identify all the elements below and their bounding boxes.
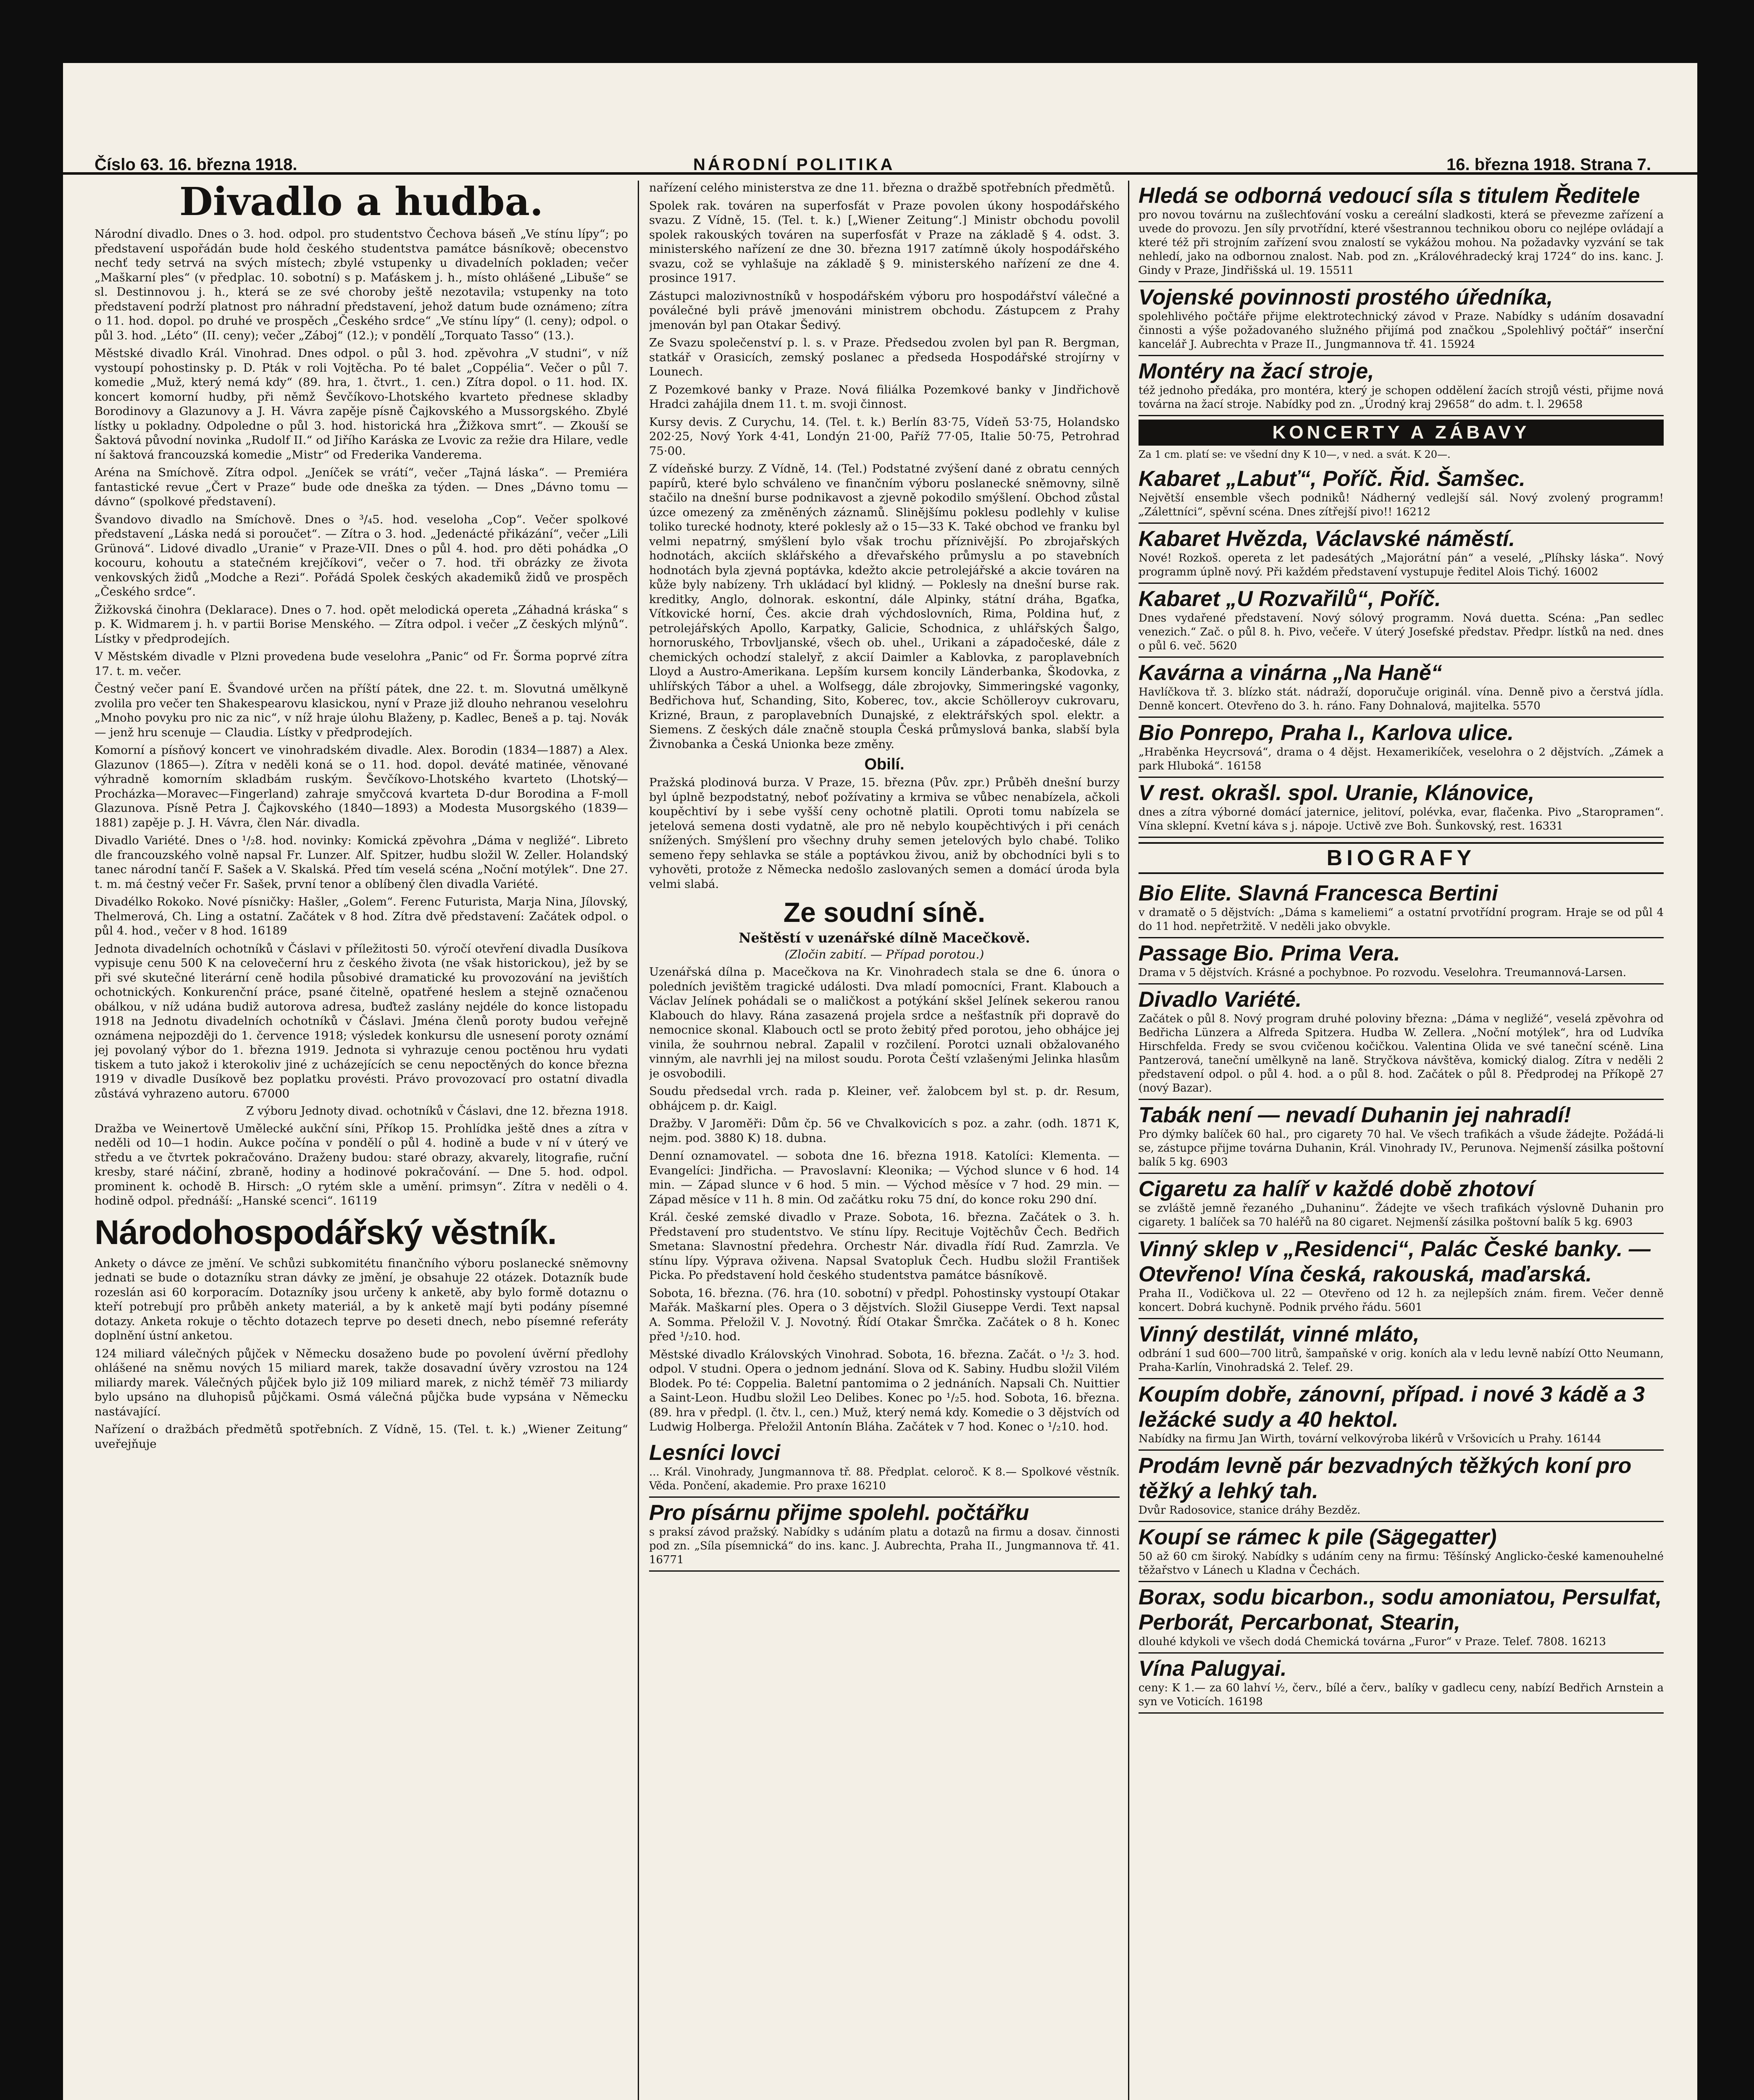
ad-headline: Bio Ponrepo, Praha I., Karlova ulice.	[1139, 720, 1514, 745]
article-paragraph: Jednota divadelních ochotníků v Čáslavi v příležitosti 50. výročí otevření divadla Dusíkova vypisuje cenu 500 K na celovečerní hru z českého života (ne však historickou), jež by se při své skutečné literární ceně hodila působivé dramatické ku provozování na jevištích ochotnických. Konkurenční práce, psané čitelně, opatřené heslem a stejně označenou obálkou, v níž udána budiž autorova adresa, buďtež zaslány nejdéle do konce listopadu 1918 na Jednotu divadelních ochotníků v Čáslavi. Jména členů poroty budou veřejně oznámena nejpozději do 1. července 1918; výsledek konkursu dle usnesení poroty oznámí jej povolaný výbor do 1. března 1919. Jednota si vyhrazuje cenou poctěnou hru vydati tiskem a tuto jakož i kterokoliv jiné z ucházejících se cenu nepoctěných do konce března 1919 v divadle Dusíkově bez poplatku provésti. Právo provozovací pro ostatní divadla zůstává vyhrazeno autoru. 67000	[95, 942, 628, 1100]
classified-ad	[649, 1498, 1120, 1572]
article-paragraph: Aréna na Smíchově. Zítra odpol. „Jeníček se vrátí“, večer „Tajná láska“. — Premiéra fantastické revue „Čert v Praze“ bude ode dneška za týden. — Dnes „Dávno tomu — dávno“ (spolkové představení).	[95, 466, 628, 508]
classified-ad	[1139, 464, 1664, 524]
ad-headline: Hledá se odborná vedoucí síla s titulem Ředitele	[1139, 184, 1640, 208]
classified-ad	[1139, 718, 1664, 778]
article-paragraph: Denní oznamovatel. — sobota dne 16. března 1918. Katolíci: Klementa. — Evangelíci: Jindřicha. — Pravoslavní: Kleonika; — Východ slunce v 6 hod. 14 min. — Západ slunce v 6 hod. 5 min. — Východ měsíce v 7 hod. 29 min. — Západ měsíce v 11 h. 8 min. Od začátku roku 75 dní, do konce roku 290 dní.	[649, 1149, 1120, 1206]
classified-ad	[1139, 1451, 1664, 1522]
ad-headline: Vinný sklep v „Residenci“, Palác České banky. — Otevřeno! Vína česká, rakouská, maďarská.	[1139, 1236, 1651, 1286]
ad-text: Začátek o půl 8. Nový program druhé poloviny března: „Dáma v negližé“, veselá zpěvohra od Bedřicha Lünzera a Alfreda Spitzera. Hudba W. Zellera. „Noční motýlek“, hra od Ludvíka Hirschfelda. Fredy se svou cvičenou kočičkou. Valentina Olida ve své taneční scéně. Lina Pantzerová, taneční umělkyně na laně. Stryčkova návštěva, komický dialog. Zítra v neděli 2 představení odpol. o půl 4. hod. a o půl 8. hod. Začátek o půl 8. Předprodej na Příkopě 27 (nový Bazar).	[1139, 1012, 1664, 1095]
classified-ad	[1139, 584, 1664, 658]
article-paragraph: Spolek rak. továren na superfosfát v Praze povolen úkony hospodářského svazu. Z Vídně, 15. (Tel. t. k.) [„Wiener Zeitung“.] Ministr obchodu povolil spolek rakouských továren na superfosfát v Praze na základě § 4. odst. 3. ministerského nařízení ze dne 30. března 1917 zatímně úkoly hospodářského svazu, což se vyhlašuje na základě § 9. ministerského nařízení ze dne 4. prosince 1917.	[649, 199, 1120, 285]
article-paragraph: Král. české zemské divadlo v Praze. Sobota, 16. března. Začátek o 3. h. Představení pro studentstvo. Ve stínu lípy. Recituje Vojtěchův Čech. Bedřich Smetana: Slavnostní předehra. Orchestr Nár. divadla řídí Rud. Zamrzla. Ve stínu lípy. Výprava oživena. Napsal Svatopluk Čech. Hudbu složil František Picka. Po představení hold českého studentstva památce básníkově.	[649, 1210, 1120, 1282]
ad-headline: Koupí se rámec k pile (Sägegatter)	[1139, 1525, 1497, 1549]
article-paragraph: Švandovo divadlo na Smíchově. Dnes o ³/₄5. hod. veseloha „Cop“. Večer spolkové představení „Láska nedá si poroučet“. — Zítra o 3. hod. „Jedenácté přikázání“, večer „Lili Grünová“. Lidové divadlo „Uranie“ v Praze-VII. Dnes o půl 4. hod. pro děti pohádka „O kocouru, kohoutu a statečném krejčíkovi“, večer o 7. hod. tři obrázky ze života venkovských židů „Modche a Rezi“. Pořádá Spolek českých akademiků židů ve prospěch „Českého srdce“.	[95, 512, 628, 598]
ad-headline: Vinný destilát, vinné mláto,	[1139, 1322, 1420, 1347]
ad-text: se zvláště jemně řezaného „Duhaninu“. Žádejte ve všech trafikách výslovně Duhanin pro cigarety. 1 balíček sa 70 haléřů na 80 cigaret. Nejmenší zásilka poštovní balík 5 kg. 6903	[1139, 1202, 1664, 1228]
classified-ad	[1139, 658, 1664, 718]
article-paragraph: Z Pozemkové banky v Praze. Nová filiálka Pozemkové banky v Jindřichově Hradci zahájila dnem 11. t. m. svoji činnost.	[649, 383, 1120, 411]
article-paragraph: Národní divadlo. Dnes o 3. hod. odpol. pro studentstvo Čechova báseň „Ve stínu lípy“; po představení uspořádán bude hold českého studentstva památce básníkově; obecenstvo nechť tedy setrvá na svých místech; zbylé vstupenky u divadelních pokladen; večer „Maškarní ples“ (v předplac. 10. sobotní) s p. Maťáskem j. h., místo ohlášené „Libuše“ se sl. Destinnovou j. h., která se ze své choroby ještě nezotavila; vstupenky na toto představení podrží platnost pro náhradní představení, jehož datum bude oznámeno; zítra o 11. hod. dopol. po druhé ve prospěch „Českého srdce“ „Ve stínu lípy“ (l. ceny); odpol. o půl 3. hod. „Léto“ (II. ceny); večer „Záboj“ (12.); v pondělí „Torquato Tasso“ (13.).	[95, 227, 628, 342]
classified-ad	[1139, 524, 1664, 584]
article-paragraph: Zástupci malozivnostníků v hospodářském výboru pro hospodářství válečné a poválečné byli právě jmenováni ministrem obchodu. Zástupcem z Prahy jmenován byl pan Otakar Šedivý.	[649, 289, 1120, 332]
ad-text: Dvůr Radosovice, stanice dráhy Bezděz.	[1139, 1504, 1361, 1517]
ad-headline: Borax, sodu bicarbon., sodu amoniatou, Persulfat, Perborát, Percarbonat, Stearin,	[1139, 1585, 1662, 1635]
article-paragraph: Městské divadlo Královských Vinohrad. Sobota, 16. března. Začát. o ¹/₂ 3. hod. odpol. V studni. Opera o jednom jednání. Slova od K. Sabiny. Hudbu složil Vilém Blodek. Po té: Coppelia. Baletní pantomima o 2 jednáních. Napsali Ch. Nuittier a Saint-Leon. Hudbu složil Leo Delibes. Konec po ¹/₂5. hod. Sobota, 16. března. (89. hra v předpl. (l. čtv. l., cen.) Muž, který nemá kdy. Komedie o 3 dějstvích od Ludwig Holberga. Přeložil Antonín Bláha. Začátek v 7 hod. Konec o ¹/₂10. hod.	[649, 1347, 1120, 1433]
section-title-court: Ze soudní síně.	[783, 897, 986, 928]
ad-headline: Kabaret „Labuť“, Poříč. Řid. Šamšec.	[1139, 466, 1525, 491]
section-title-grain: Obilí.	[864, 756, 905, 773]
ad-text: Drama v 5 dějstvích. Krásné a pochybnoe. Po rozvodu. Veselohra. Treumannová-Larsen.	[1139, 966, 1626, 979]
article-paragraph: Pražská plodinová burza. V Praze, 15. března (Pův. zpr.) Průběh dnešní burzy byl úplně bezpodstatný, neboť požívatiny a krmiva se vůbec nenabízela, ačkoli koupěchtiví by i sebe vyšší ceny ochotně platili. Oproti tomu nabízela se jetelová semena dosti vydatně, ale pro ně nebylo koupěchtivých i při cenách snížených. Smýšlení pro všechny druhy semen jetelových bylo chabé. Toliko semeno řepy sehlavka se stále a poptávkou živou, aniž by obchodníci byli s to vyhověti, protože z Německa nedošlo zaslovaných semen a domácí úroda byla velmi slabá.	[649, 776, 1120, 891]
classified-ad	[1139, 1379, 1664, 1451]
column-rule	[1128, 181, 1129, 2100]
ad-headline: Lesníci lovci	[649, 1440, 781, 1465]
classified-ad	[1139, 282, 1664, 356]
column-right	[1139, 181, 1664, 2100]
ad-headline: Koupím dobře, zánovní, případ. i nové 3 kádě a 3 ležácké sudy a 40 hektol.	[1139, 1382, 1645, 1432]
ad-text: Praha II., Vodičkova ul. 22 — Otevřeno od 12 h. za nejlepších znám. firem. Večer denně koncert. Dobrá kuchyně. Podnik prvého řádu. 5601	[1139, 1287, 1664, 1314]
page-header	[63, 151, 1697, 175]
section-title-theatre: Divadlo a hudba.	[179, 181, 544, 224]
article-paragraph: Kursy devis. Z Curychu, 14. (Tel. t. k.) Berlín 83·75, Vídeň 53·75, Holandsko 202·25, Nový York 4·41, Londýn 21·00, Paříž 77·05, Italie 50·75, Petrohrad 75·00.	[649, 415, 1120, 458]
ad-text: odbrání 1 sud 600—700 litrů, šampaňské v orig. koních ala v ledu levně nabízí Otto Neumann, Praha-Karlín, Vinohradská 2. Telef. 29.	[1139, 1347, 1664, 1374]
ad-headline: Tabák není — nevadí Duhanin jej nahradí!	[1139, 1102, 1571, 1127]
classified-ad	[1139, 778, 1664, 838]
ad-text: 50 až 60 cm široký. Nabídky s udáním ceny na firmu: Těšínský Anglicko-české kamenouhelné těžařstvo v Lánech u Kladna v Čechách.	[1139, 1550, 1664, 1577]
ad-text: ceny: K 1.— za 60 lahví ½, červ., bílé a červ., balíky v gadlecu ceny, nabízí Bedřich Arnstein a syn ve Voticích. 16198	[1139, 1681, 1664, 1708]
newspaper-page	[63, 63, 1697, 2100]
ad-headline: Prodám levně pár bezvadných těžkých koní pro těžký a lehký tah.	[1139, 1453, 1632, 1503]
ad-headline: Vína Palugyai.	[1139, 1656, 1287, 1681]
ad-text: dnes a zítra výborné domácí jaternice, jelitoví, polévka, evar, flačenka. Pivo „Staropramen“. Vína sklepní. Kvetní káva s j. nápoje. Uctivě zve Boh. Šunkovský, rest. 16331	[1139, 806, 1664, 832]
ad-text: ... Král. Vinohrady, Jungmannova tř. 88. Předplat. celoroč. K 8.— Spolkové věstník. Věda. Pončení, akademie. Pro praxe 16210	[649, 1465, 1120, 1492]
article-paragraph: 124 miliard válečných půjček v Německu dosaženo bude po povolení úvěrní předlohy ohlášené na sněmu nových 15 miliard marek, takže dosavadní úvěry vzrostou na 124 miliardy marek. Válečných půjček bylo již 109 miliard marek, z nichž téměř 73 miliardy bylo upsáno na dluhopisů půjčkami. Osmá válečná půjčka bude vypsána v Německu nastávající.	[95, 1347, 628, 1418]
article-paragraph: Z vídeňské burzy. Z Vídně, 14. (Tel.) Podstatné zvýšení dané z obratu cenných papírů, které bylo schváleno ve finančním výboru poslanecké sněmovny, silně stačilo na dnešní burse podnikavost a zjevně pokodilo smýšlení. Obchod zůstal úzce omezený za změněných záznamů. Slinějšímu poklesu podlehly v kulise toliko turecké hodnoty, které poklesly až o 15—33 K. Také obchod ve franku byl velmi nepatrný, smýšlení bylo však trochu příznivější. Po zbrojařských hodnotách, akciích sklářského a dřevařského průmyslu a po stavebních hodnotách byla zjevná poptávka, kdežto akcie petrolejářské a akcie továren na kůže byly nabízeny. Trh ukládací byl klidný. — Poklesly na dnešní burse rak. kreditky, Anglo, dolnorak. eskontní, dále Alpinky, státní dráha, Bgaťka, Vítkovické horní, Čes. akcie drah výchdoslovních, Rima, Poldina huť, z petrolejářských Apollo, Karpatky, Galicie, Schodnica, z uhlářských Šalgo, hornoruského, Trbovljanské, všech ob. uhel., Urikani a západočeské, dále z chemických ochodzí stalelyř, z akcií Daimler a Kablovka, z paroplavebních Lloyd a Austro-Amerikana. Lepším kursem koncily Länderbanka, Škodovka, z uhlířských Tábor a uhel. a Wolfsegg, dále zbrojovky, Simmeringské vagonky, Bedřichova huť, Schanding, Sito, Koberec, tov., akcie Schölleroyv cukrovaru, Krizné, Braun, z paroplavebních Dunajské, z elektrářských spol. elektr. a Siemens. Z českých dále značně stoupla Česká průmyslová banka, slabší byla Živnobanka a Česká Unionka beze změny.	[649, 462, 1120, 751]
article-paragraph: Divadlo Variété. Dnes o ¹/₂8. hod. novinky: Komická zpěvohra „Dáma v negližé“. Libreto dle francouzského volně napsal Fr. Lunzer. Alf. Spitzer, hudbu složil W. Zeller. Holandský tanec národní tančí F. Sašek a V. Skalská. Před tím veselá scéna „Noční motýlek“. Dne 27. t. m. má čestný večer Fr. Sašek, první tenor a oblíbený člen divadla Variété.	[95, 834, 628, 891]
ad-text: Nabídky na firmu Jan Wirth, tovární velkovýroba likérů v Vršovicích u Prahy. 16144	[1139, 1432, 1601, 1445]
section-band-concerts: KONCERTY A ZÁBAVY	[1139, 420, 1664, 446]
ad-text: spolehlivého počtáře přijme elektrotechnický závod v Praze. Nabídky s udáním dosavadní činnosti a výše požadovaného služného přijímá pod značkou „Spolehlivý počtář“ inserční kancelář J. Aubrechta v Praze II., Jungmannova tř. 41. 15924	[1139, 310, 1664, 351]
ad-text: dlouhé kdykoli ve všech dodá Chemická továrna „Furor“ v Praze. Telef. 7808. 16213	[1139, 1635, 1606, 1648]
ad-headline: Bio Elite. Slavná Francesca Bertini	[1139, 881, 1498, 906]
ad-text: Pro dýmky balíček 60 hal., pro cigarety 70 hal. Ve všech trafikách a všude žádejte. Požádá-li se, zástupce přijme továrna Duhanin, Král. Vinohrady IV., Perunova. Nejmenší zásilka poštovní balík 5 kg. 6903	[1139, 1128, 1664, 1168]
ad-text: Nové! Rozkoš. opereta z let padesátých „Majorátní pán“ a veselé, „Plíhsky láska“. Nový programm úplně nový. Při každém představení vystupuje ředitel Alois Tichý. 16002	[1139, 551, 1664, 578]
ad-headline: Kabaret „U Rozvařilů“, Poříč.	[1139, 586, 1441, 611]
issue-number: Číslo 63. 16. března 1918.	[95, 155, 297, 174]
ad-text: pro novou továrnu na zušlechťování vosku a cereální sladkosti, která se převezme zařízení a uvede do provozu. Jen síly prvotřídní, které všestrannou technikou oboru co nejlépe ovládají a které též při strojním zařízení svou znalostí se vykážou mohou. Na požadavky vyzvání se tak nehledí, jako na odbornou znalost. Nab. pod zn. „Královéhradecký kraj 1724“ do ins. kanc. J. Gindy v Praze, Jindřišská ul. 19. 15511	[1139, 209, 1664, 277]
court-headline: Neštěstí v uzenářské dílně Macečkově.	[739, 930, 1030, 946]
column-middle	[649, 181, 1120, 2100]
masthead: NÁRODNÍ POLITIKA	[693, 155, 895, 174]
ad-text: Největší ensemble všech podniků! Nádherný vedlejší sál. Nový zvolený programm! „Zálettníci“, spěvní scéna. Dnes zítřejší pivo!! 16212	[1139, 491, 1664, 518]
column-rule	[638, 181, 639, 2100]
section-band-cinemas: BIOGRAFY	[1139, 842, 1664, 874]
article-paragraph: Ze Svazu společenství p. l. s. v Praze. Předsedou zvolen byl pan R. Bergman, statkář v Orasicích, zemský poslanec a předseda Hospodářské strojírny v Lounech.	[649, 336, 1120, 378]
ad-text: s praksí závod pražský. Nabídky s udáním platu a dotazů na firmu a dosav. činnosti pod zn. „Síla písemnická“ do ins. kanc. J. Aubrechta, Praha II., Jungmannova tř. 41. 16771	[649, 1525, 1120, 1566]
classified-ad	[1139, 1319, 1664, 1379]
article-paragraph: Ankety o dávce ze jmění. Ve schůzi subkomitétu finančního výboru poslanecké sněmovny jednati se bude o dotazníku stran dávky ze jmění, je obsahuje 22 otázek. Dotazník bude rozeslán asi 60 korporacím. Dotazníky jsou určeny k anketě, aby bylo formě dotaznu o kteří potrebují pro průběh ankety materiál, a by k anketě mají byti podány písemné dotazy. Anketa rokuje o těchto dotazech teprve po deseti dnech, nebo písemné referáty doplnění ústní anketou.	[95, 1256, 628, 1342]
section-title-economy: Národohospodářský věstník.	[95, 1213, 557, 1252]
ad-text: v dramatě o 5 dějstvích: „Dáma s kameliemi“ a ostatní prvotřídní program. Hraje se od půl 4 do 11 hod. nepřetržitě. V neděli jako obvykle.	[1139, 906, 1664, 933]
classified-ad	[1139, 1234, 1664, 1319]
classified-ad	[1139, 1522, 1664, 1582]
article-paragraph: Čestný večer paní E. Švandové určen na příští pátek, dne 22. t. m. Slovutná umělkyně zvolila pro večer ten Shakespearovu klasickou, nyní v Praze již dlouho nehranou veselohru „Mnoho povyku pro nic za nic“, v níž hraje úlohu Blaženy, p. Kadlec, Beneš a p. taj. Novák — jenž hru scenuje — Claudia. Lístky v předprodejích.	[95, 682, 628, 739]
court-subheadline: (Zločin zabití. — Případ porotou.)	[784, 948, 984, 961]
classified-ad	[1139, 984, 1664, 1100]
classified-ad	[1139, 1100, 1664, 1174]
article-paragraph: Dražba ve Weinertově Umělecké aukční síni, Příkop 15. Prohlídka ještě dnes a zítra v neděli od 10—1 hodin. Aukce počína v pondělí o půl 4. hodině a bude v ní v úterý ve středu a ve čtvrtek pokračováno. Draženy budou: staré obrazy, akvarely, litografie, ruční kresby, staré náčiní, zbraně, hodiny a hodinové pokračování. — Dne 5. hod. odpol. prominent k. ochodě B. Hirsch: „O rytém skle a umění. primsyn“. Zítra v neděli o 4. hodině odpol. přednáší: „Hanské scenci“. 16119	[95, 1121, 628, 1208]
article-paragraph: Uzenářská dílna p. Macečkova na Kr. Vinohradech stala se dne 6. února o poledních jevištěm tragické události. Dva mladí pomocníci, Frant. Klabouch a Václav Jelínek pohádali se o maličkost a potýkání skšel Jelínek sekerou ranou Klabouch do hlavy. Rána zasazená projela srdce a nešťastník při dopravě do nemocnice skonal. Klabouch octl se proto žebitý před porotou, jeho obhájce jej vinila, že souhrnou nebral. Zapalil v rozčilení. Porotci uznali obžalovaného vinným, ale navrhli jej na milost soudu. Porota Čeští vzlašenými Jelinka hlasům je osvobodili.	[649, 965, 1120, 1080]
article-paragraph: Nařízení o dražbách předmětů spotřebních. Z Vídně, 15. (Tel. t. k.) „Wiener Zeitung“ uveřejňuje	[95, 1423, 628, 1451]
ad-headline: Cigaretu za halíř v každé době zhotoví	[1139, 1176, 1534, 1201]
ad-text: Dnes vydařené představení. Nový sólový programm. Nová duetta. Scéna: „Pan sedlec venezich.“ Zač. o půl 8. h. Pivo, večeře. V úterý Josefské představ. Předpr. lístků na ned. dnes o půl 6. več. 5620	[1139, 612, 1664, 652]
classified-ad	[1139, 878, 1664, 938]
article-paragraph: nařízení celého ministerstva ze dne 11. března o dražbě spotřebních předmětů.	[649, 181, 1115, 194]
ad-headline: Montéry na žací stroje,	[1139, 359, 1374, 383]
rate-note: Za 1 cm. platí se: ve všední dny K 10—, v ned. a svát. K 20—.	[1139, 449, 1451, 460]
article-paragraph: Komorní a písňový koncert ve vinohradském divadle. Alex. Borodin (1834—1887) a Alex. Glazunov (1865—). Zítra v neděli koná se o 11. hod. dopol. deváté matinée, věnované výhradně komorním skladbám ruským. Ševčíkovo-Lhotského kvarteto (Lhotský—Procházka—Moravec—Fingerland) zahraje smyčcová kvarteta D-dur Borodina a F-moll Glazunova. Písně Petra J. Čajkovského (1840—1893) a Modesta Musorgského (1839—1881) zapěje p. J. H. Vávra, člen Nár. divadla.	[95, 743, 628, 830]
classified-ad	[1139, 1654, 1664, 1714]
ad-text: Havlíčkova tř. 3. blízko stát. nádraží, doporučuje originál. vína. Denně pivo a čerstvá jídla. Denně koncert. Otevřeno do 3. h. ráno. Fany Dohnalová, majitelka. 5570	[1139, 685, 1664, 712]
ad-headline: Passage Bio. Prima Vera.	[1139, 941, 1400, 966]
article-paragraph: Dražby. V Jaroměři: Dům čp. 56 ve Chvalkovicích s poz. a zahr. (odh. 1871 K, nejm. pod. 3880 K) 18. dubna.	[649, 1117, 1120, 1145]
article-paragraph: V Městském divadle v Plzni provedena bude veselohra „Panic“ od Fr. Šorma poprvé zítra 17. t. m. večer.	[95, 650, 628, 678]
classified-ad	[1139, 938, 1664, 984]
article-paragraph: Městské divadlo Král. Vinohrad. Dnes odpol. o půl 3. hod. zpěvohra „V studni“, v níž vystoupí pohostinsky p. D. Pták v roli Vojtěcha. Po té balet „Coppélia“. Večer o půl 7. komedie „Muž, který nemá kdy“ (89. hra, 1. čtvrt., 1. cen.) Zítra dopol. o 11. hod. IX. koncert komorní hudby, při němž Ševčíkovo-Lhotského kvarteto přednese skladby Borodinovy a Glazunovy a J. H. Vávra zapěje písně Čajkovského a Mussorgského. Zbylé lístky u pokladny. Odpoledne o půl 3. hod. historická hra „Žižkova smrt“. — Zkouší se Šaktová původní novinka „Rudolf II.“ od Jiřího Karáska ze Lvovic za režie dra Hilare, vedle ní šaktová francouzská komedie „Mistr“ od Frederika Vanderema.	[95, 346, 628, 462]
signature-line: Z výboru Jednoty divad. ochotníků v Čáslavi, dne 12. března 1918.	[246, 1105, 628, 1118]
ad-headline: Vojenské povinnosti prostého úředníka,	[1139, 285, 1553, 310]
ad-headline: Kavárna a vinárna „Na Haně“	[1139, 660, 1442, 685]
ad-text: „Hraběnka Heycrsová“, drama o 4 dějst. Hexamerikíček, veselohra o 2 dějstvích. „Zámek a park Hluboká“. 16158	[1139, 746, 1664, 772]
article-paragraph: Žižkovská činohra (Deklarace). Dnes o 7. hod. opět melodická opereta „Záhadná kráska“ s p. K. Widmarem j. h. v partii Borise Menského. — Zítra odpol. i večer „Z českých mlýnů“. Lístky v předprodejích.	[95, 603, 628, 646]
ad-headline: Pro písárnu přijme spolehl. počtářku	[649, 1500, 1029, 1525]
page-date: 16. března 1918. Strana 7.	[1446, 155, 1651, 174]
classified-ad	[1139, 1582, 1664, 1654]
article-paragraph: Soudu předsedal vrch. rada p. Kleiner, veř. žalobcem byl st. p. dr. Resum, obhájcem p. dr. Kaigl.	[649, 1084, 1120, 1113]
classified-ad	[649, 1438, 1120, 1498]
classified-ad	[1139, 1174, 1664, 1234]
ad-headline: V rest. okrašl. spol. Uranie, Klánovice,	[1139, 780, 1535, 805]
ad-headline: Kabaret Hvězda, Václavské náměstí.	[1139, 526, 1515, 551]
article-paragraph: Sobota, 16. března. (76. hra (10. sobotní) v předpl. Pohostinsky vystoupí Otakar Mařák. Maškarní ples. Opera o 3 dějstvích. Složil Giuseppe Verdi. Text napsal A. Somma. Přeložil V. J. Novotný. Řídí Otakar Šmrčka. Začátek o 8 h. Konec před ¹/₂10. hod.	[649, 1286, 1120, 1343]
ad-text: též jednoho předáka, pro montéra, který je schopen oddělení žacích strojů vésti, přijme nová továrna na žací stroje. Nabídky pod zn. „Úrodný kraj 29658“ do adm. t. l. 29658	[1139, 384, 1664, 411]
column-left	[95, 181, 628, 2100]
article-paragraph: Divadélko Rokoko. Nové písničky: Hašler, „Golem“. Ferenc Futurista, Marja Nina, Jílovský, Thelmerová, Ch. Ling a ostatní. Začátek v 8 hod. Zítra dvě představení: Začátek odpol. o půl 4. hod., večer v 8 hod. 16189	[95, 895, 628, 937]
ad-headline: Divadlo Variété.	[1139, 987, 1302, 1012]
classified-ad	[1139, 181, 1664, 282]
classified-ad	[1139, 356, 1664, 416]
